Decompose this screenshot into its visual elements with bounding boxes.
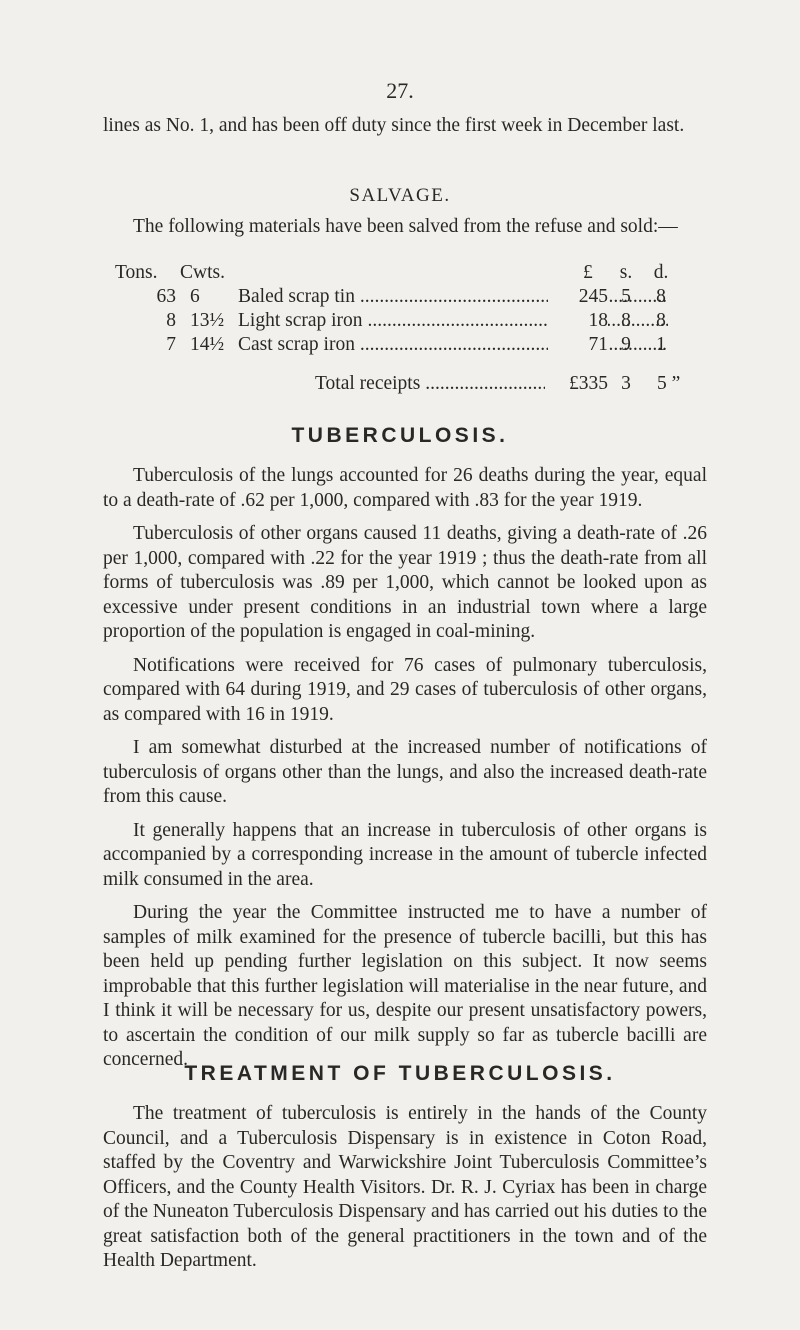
row-pounds: 245 <box>548 286 608 308</box>
row-description: Cast scrap iron ..... <box>238 334 668 356</box>
paragraph: Notifications were received for 76 cases of pulmonary tuberculosis, compared with 64 during 1919, and 29 cases of tuberculosis of other organs, as compared with 16 in 1919. <box>103 654 707 725</box>
tuberculosis-heading: TUBERCULOSIS. <box>291 424 509 447</box>
row-tons: 63 <box>156 286 176 307</box>
header-cwts: Cwts. <box>180 262 225 283</box>
salvage-table <box>0 262 800 422</box>
header-pence: d. <box>653 262 669 283</box>
row-cwts: 13½ <box>190 310 225 331</box>
intro-paragraph: lines as No. 1, and has been off duty since the first week in December last. <box>103 115 685 136</box>
header-shillings: s. <box>619 262 633 283</box>
salvage-heading: SALVAGE. <box>349 185 451 206</box>
row-description: Light scrap iron ..... <box>238 310 668 332</box>
paragraph: The treatment of tuberculosis is entirely in the hands of the County Council, and a Tuberculosis Dispensary is in existence in Coton Road, staffed by the Coventry and Warwickshire Joint Tuberculosis Committee’s Officers, and the County Health Visitors. Dr. R. J. Cyriax has been in charge of the Nuneaton Tuberculosis Dispensary and has carried out his duties to the great satisfaction both of the general practitioners in the town and of the Health Department. <box>103 1103 707 1271</box>
paragraph: It generally happens that an increase in tuberculosis of other organs is accompanied by a corresponding increase in the amount of tubercle infected milk consumed in the area. <box>103 819 707 890</box>
row-cwts: 14½ <box>190 334 225 355</box>
row-pounds: 18 <box>548 310 608 332</box>
total-pounds: £335 <box>548 373 608 395</box>
header-tons: Tons. <box>115 262 158 283</box>
row-pence: 8 <box>656 310 666 331</box>
row-pence: 8 <box>656 286 666 307</box>
paragraph: I am somewhat disturbed at the increased number of notifications of tuberculosis of organs other than the lungs, and also the increased death-rate from this cause. <box>103 737 707 807</box>
paragraph: During the year the Committee instructed me to have a number of samples of milk examined for the presence of tubercle bacilli, but this has been held up pending further legislation on this subject. It now seems improbable that this further legislation will materialise in the near future, and I think it will be necessary for us, despite our present unsatisfactory powers, to ascertain the condition of our milk supply so far as tubercle bacilli are concerned. <box>103 902 707 1070</box>
treatment-heading: TREATMENT OF TUBERCULOSIS. <box>184 1062 616 1085</box>
row-tons: 8 <box>166 310 176 331</box>
row-description: Baled scrap tin ..... <box>238 286 668 308</box>
row-tons: 7 <box>166 334 176 355</box>
total-shillings: 3 <box>621 373 631 394</box>
row-cwts: 6 <box>190 286 200 307</box>
row-shillings: 9 <box>621 334 631 355</box>
salvage-intro: The following materials have been salved from the refuse and sold:— <box>133 216 678 237</box>
paragraph: Tuberculosis of other organs caused 11 deaths, giving a death-rate of .26 per 1,000, compared with .22 for the year 1919 ; thus the death-rate from all forms of tuberculosis was .89 per 1,000, which cannot be looked upon as excessive under present conditions in an industrial town where a large proportion of the population is engaged in coal-mining. <box>103 523 707 642</box>
row-shillings: 5 <box>621 286 631 307</box>
treatment-body <box>103 1102 707 1283</box>
row-pence: 1 <box>656 334 666 355</box>
row-shillings: 8 <box>621 310 631 331</box>
paragraph: Tuberculosis of the lungs accounted for 26 deaths during the year, equal to a death-rate of .62 per 1,000, compared with .83 for the year 1919. <box>103 465 707 511</box>
total-pence: 5 ” <box>657 373 681 394</box>
row-pounds: 71 <box>548 334 608 356</box>
header-pounds: £ <box>583 262 593 283</box>
page-number: 27. <box>386 78 414 103</box>
tuberculosis-body <box>103 464 707 1082</box>
total-label: Total receipts ..... <box>315 373 545 395</box>
